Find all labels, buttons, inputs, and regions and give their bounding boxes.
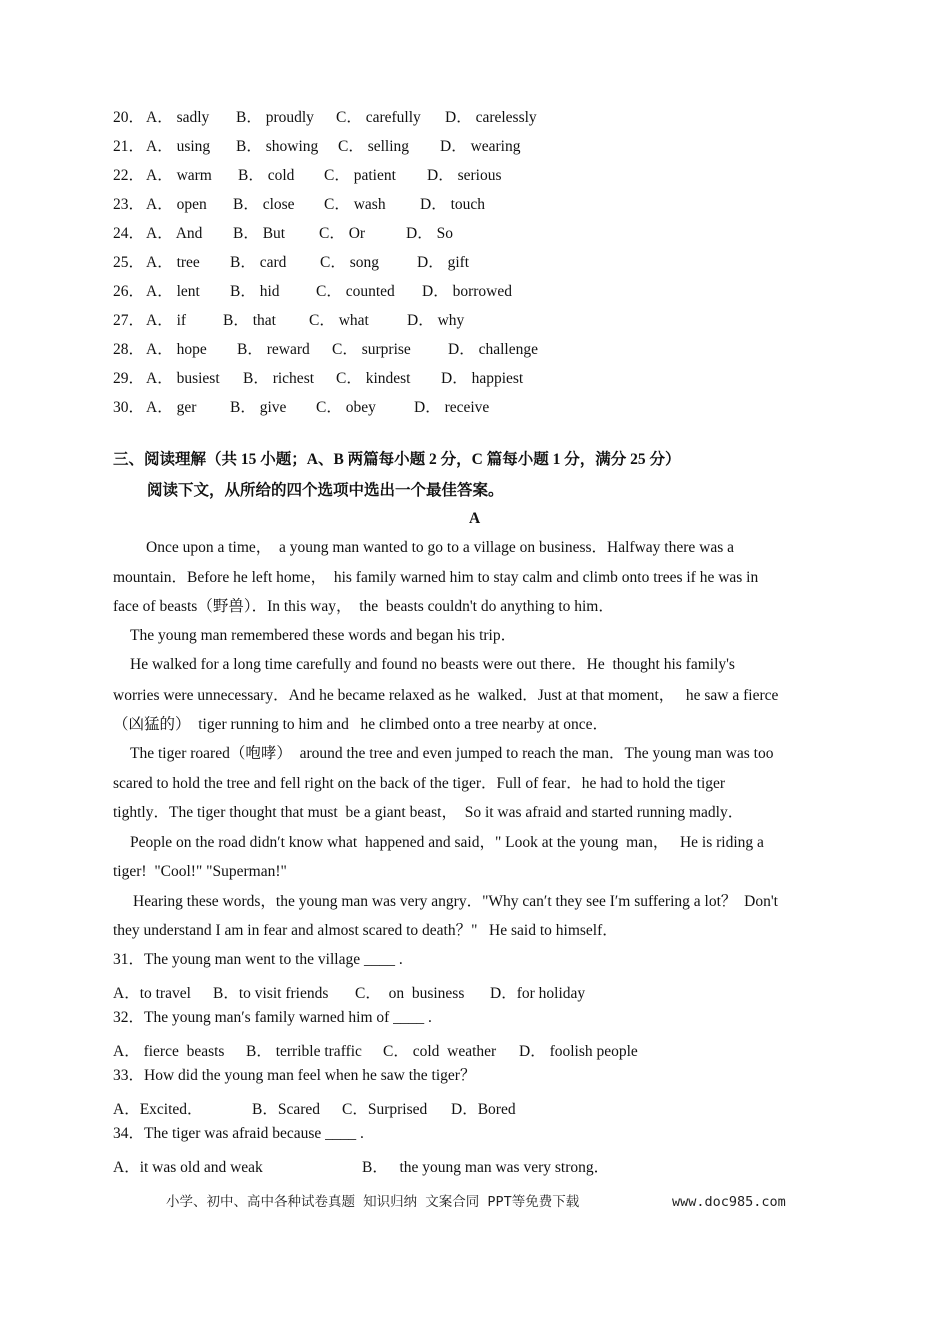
passage-line: The young man remembered these words and began his trip． <box>130 627 517 644</box>
passage-line: Hearing these words，the young man was very angry．"Why can′t they see I′m suffering a lot？ Don't <box>133 893 778 910</box>
question-stem: 33．How did the young man feel when he saw the tiger？ <box>113 1067 476 1084</box>
passage-line: mountain．Before he left home， his family warned him to stay calm and climb onto trees if he was in <box>113 569 759 586</box>
footer-text: 小学、初中、高中各种试卷真题 知识归纳 文案合同 PPT等免费下载 <box>166 1194 580 1210</box>
footer-url[interactable]: www.doc985.com <box>672 1194 786 1210</box>
question-stem: 32．The young man′s family warned him of ____ . <box>113 1009 432 1026</box>
section-instruction: 阅读下文，从所给的四个选项中选出一个最佳答案。 <box>147 482 504 499</box>
passage-line: they understand I am in fear and almost scared to death？" He said to himself． <box>113 922 618 939</box>
question-stem: 31．The young man went to the village ____ . <box>113 951 403 968</box>
passage-line: Once upon a time， a young man wanted to go to a village on business．Halfway there was a <box>146 539 734 556</box>
passage-line: （凶猛的） tiger running to him and he climbed onto a tree nearby at once． <box>113 716 609 733</box>
passage-line: scared to hold the tree and fell right on the back of the tiger．Full of fear．he had to hold the tiger <box>113 775 726 792</box>
passage-line: He walked for a long time carefully and found no beasts were out there．He thought his family's <box>130 656 735 673</box>
passage-title: A <box>469 510 481 527</box>
passage-line: tiger! "Cool!" "Superman!" <box>113 863 287 880</box>
passage-line: The tiger roared（咆哮） around the tree and even jumped to reach the man．The young man was too <box>130 745 774 762</box>
passage-line: tightly．The tiger thought that must be a giant beast， So it was afraid and started running madly． <box>113 804 744 821</box>
passage-line: People on the road didn′t know what happened and said，" Look at the young man， He is riding a <box>130 834 764 851</box>
question-stem: 34．The tiger was afraid because ____ . <box>113 1125 364 1142</box>
passage-line: worries were unnecessary．And he became relaxed as he walked．Just at that moment， he saw a fierce <box>113 687 779 704</box>
passage-line: face of beasts（野兽）．In this way， the beasts couldn't do anything to him． <box>113 598 614 615</box>
section-heading: 三、阅读理解（共 15 小题；A、B 两篇每小题 2 分，C 篇每小题 1 分，满分 25 分） <box>113 451 681 468</box>
